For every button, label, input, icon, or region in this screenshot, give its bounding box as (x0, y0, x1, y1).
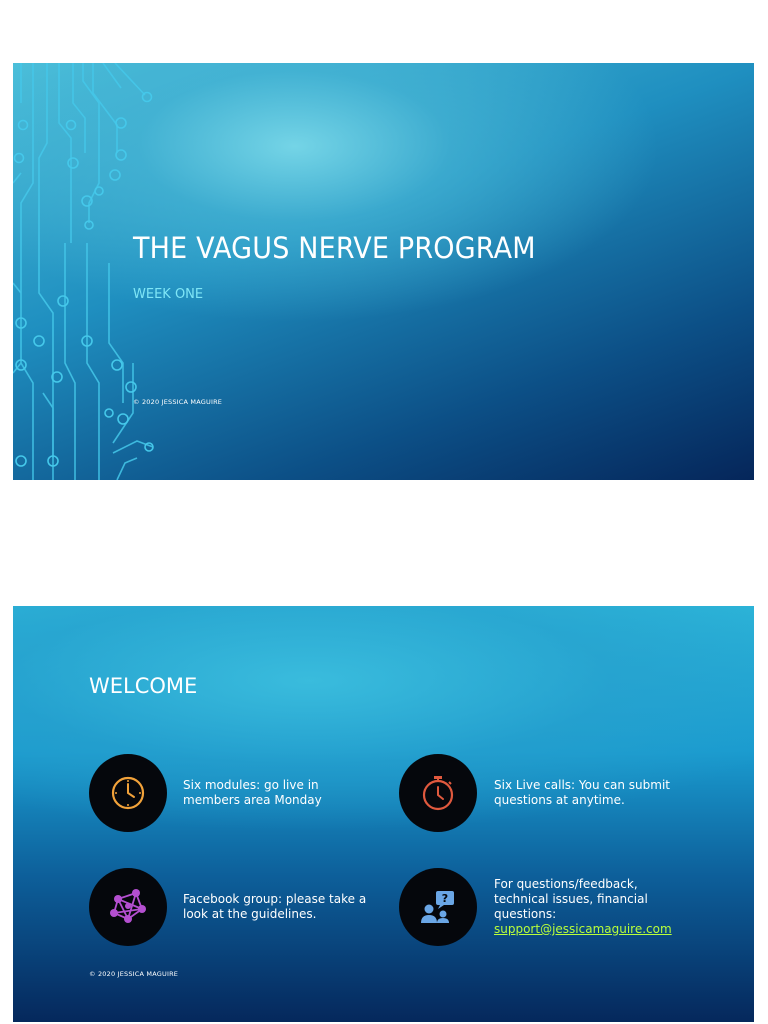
welcome-slide (13, 606, 754, 1022)
copyright-text: © 2020 JESSICA MAGUIRE (89, 970, 179, 978)
stopwatch-icon (399, 754, 477, 832)
facebook-group-text: Facebook group: please take a look at the guidelines. (183, 892, 367, 921)
circuit-decoration (13, 63, 173, 480)
copyright-text: © 2020 JESSICA MAGUIRE (133, 398, 223, 406)
support-text (494, 877, 694, 937)
svg-text:?: ? (441, 892, 449, 905)
clock-icon (89, 754, 167, 832)
support-email-link[interactable]: support@jessicamaguire.com (494, 922, 672, 936)
slide-title: WELCOME (89, 674, 198, 698)
live-calls-text: Six Live calls: You can submit questions at anytime. (494, 778, 670, 807)
support-description: For questions/feedback, technical issues, financial questions: (494, 877, 648, 921)
slide-subtitle: WEEK ONE (133, 287, 204, 302)
network-icon (89, 868, 167, 946)
question-person-icon (399, 868, 477, 946)
modules-text: Six modules: go live in members area Monday (183, 778, 322, 807)
title-slide (13, 63, 754, 480)
slide-title: THE VAGUS NERVE PROGRAM (133, 231, 536, 265)
